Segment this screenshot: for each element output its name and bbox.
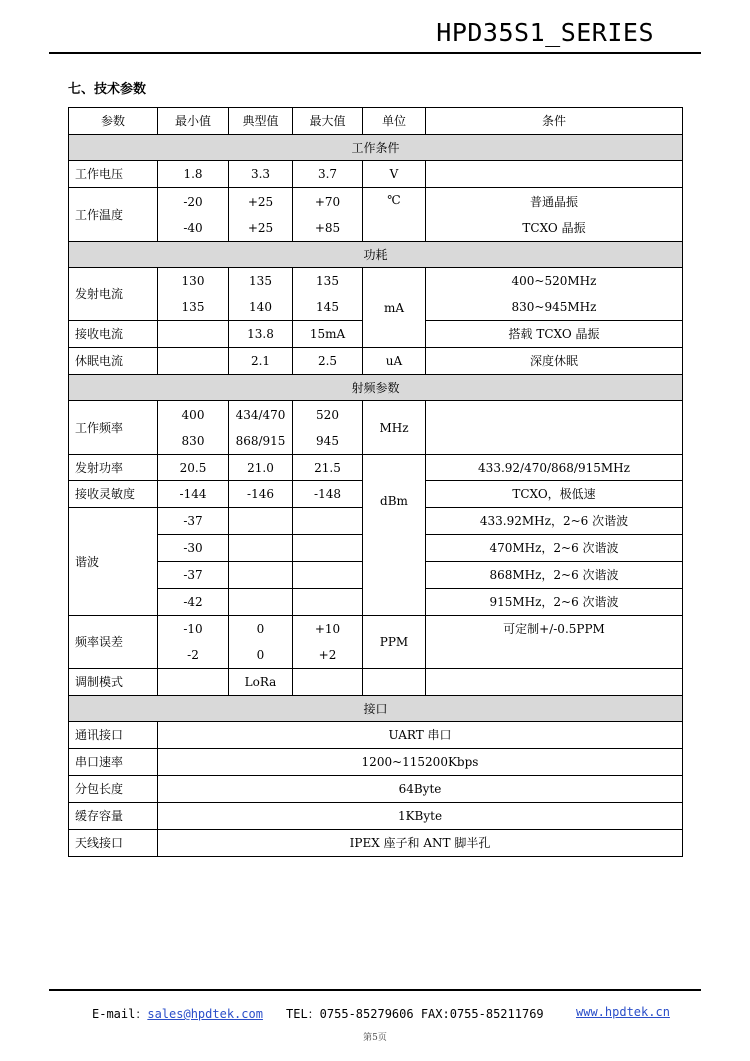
website-link[interactable]: www.hpdtek.cn	[576, 1005, 670, 1019]
cell-value: UART 串口	[158, 722, 683, 749]
cell-typ: 0 0	[229, 616, 293, 669]
cell-min: -20 -40	[158, 188, 229, 242]
table-row	[69, 348, 683, 375]
cell-max: 15mA	[293, 321, 363, 348]
cell-typ: 13.8	[229, 321, 293, 348]
header-divider	[49, 52, 701, 54]
col-header-max: 最大值	[293, 108, 363, 135]
cell-value: 1KByte	[158, 803, 683, 830]
cell-typ: +25 +25	[229, 188, 293, 242]
table-row	[69, 401, 683, 455]
cell-max: 2.5	[293, 348, 363, 375]
cell-typ	[229, 508, 293, 535]
table-row	[69, 776, 683, 803]
cell-cond	[426, 669, 683, 696]
cell-cond: 普通晶振 TCXO 晶振	[426, 188, 683, 242]
row-label: 发射电流	[69, 268, 158, 321]
cell-max: 520 945	[293, 401, 363, 455]
col-header-min: 最小值	[158, 108, 229, 135]
cell-min	[158, 669, 229, 696]
table-row	[69, 722, 683, 749]
table-row	[69, 749, 683, 776]
table-header-row	[69, 108, 683, 135]
cell-typ: LoRa	[229, 669, 293, 696]
row-label: 休眠电流	[69, 348, 158, 375]
cell-max	[293, 669, 363, 696]
cell-min: 20.5	[158, 455, 229, 481]
section-row-rf: 射频参数	[69, 375, 683, 401]
cell-min	[158, 348, 229, 375]
cell-min: 1.8	[158, 161, 229, 188]
cell-max: +70 +85	[293, 188, 363, 242]
cell-min: -42	[158, 589, 229, 616]
cell-value: IPEX 座子和 ANT 脚半孔	[158, 830, 683, 857]
table-row	[69, 455, 683, 481]
cell-typ	[229, 562, 293, 589]
cell-max: -148	[293, 481, 363, 508]
col-header-unit: 单位	[363, 108, 426, 135]
cell-max: 21.5	[293, 455, 363, 481]
cell-min: -144	[158, 481, 229, 508]
cell-max	[293, 589, 363, 616]
cell-unit: ℃	[363, 188, 426, 242]
cell-min: -37	[158, 562, 229, 589]
table-row	[69, 803, 683, 830]
footer-website	[576, 1005, 670, 1019]
cell-max	[293, 535, 363, 562]
col-header-cond: 条件	[426, 108, 683, 135]
document-title: HPD35S1_SERIES	[436, 18, 654, 47]
row-label: 谐波	[69, 508, 158, 616]
spec-table	[68, 107, 683, 857]
table-row	[69, 188, 683, 242]
cell-typ: -146	[229, 481, 293, 508]
cell-cond: 433.92MHz，2~6 次谐波	[426, 508, 683, 535]
cell-min: -10 -2	[158, 616, 229, 669]
col-header-typ: 典型值	[229, 108, 293, 135]
cell-cond: 915MHz，2~6 次谐波	[426, 589, 683, 616]
cell-typ: 21.0	[229, 455, 293, 481]
table-row	[69, 268, 683, 321]
cell-cond: TCXO，极低速	[426, 481, 683, 508]
cell-min: 400 830	[158, 401, 229, 455]
row-label: 通讯接口	[69, 722, 158, 749]
cell-typ: 2.1	[229, 348, 293, 375]
cell-value: 1200~115200Kbps	[158, 749, 683, 776]
cell-unit: uA	[363, 348, 426, 375]
page-number: 第5页	[363, 1033, 387, 1043]
cell-typ: 434/470 868/915	[229, 401, 293, 455]
cell-max: 3.7	[293, 161, 363, 188]
section-row-work: 工作条件	[69, 135, 683, 161]
cell-cond: 搭载 TCXO 晶振	[426, 321, 683, 348]
cell-max	[293, 508, 363, 535]
footer-divider	[49, 989, 701, 991]
cell-typ: 135 140	[229, 268, 293, 321]
cell-min: -30	[158, 535, 229, 562]
cell-cond	[426, 401, 683, 455]
table-row	[69, 830, 683, 857]
cell-cond: 深度休眠	[426, 348, 683, 375]
cell-value: 64Byte	[158, 776, 683, 803]
cell-cond: 433.92/470/868/915MHz	[426, 455, 683, 481]
cell-max	[293, 562, 363, 589]
row-label: 工作频率	[69, 401, 158, 455]
row-label: 缓存容量	[69, 803, 158, 830]
cell-unit: V	[363, 161, 426, 188]
cell-cond: 400~520MHz 830~945MHz	[426, 268, 683, 321]
cell-cond: 470MHz，2~6 次谐波	[426, 535, 683, 562]
cell-unit: dBm	[363, 455, 426, 616]
row-label: 调制模式	[69, 669, 158, 696]
cell-unit	[363, 669, 426, 696]
cell-min: 130 135	[158, 268, 229, 321]
cell-max: +10 +2	[293, 616, 363, 669]
footer-phone: TEL：0755-85279606 FAX:0755-85211769	[286, 1007, 544, 1021]
footer-email	[92, 1005, 263, 1022]
cell-unit: MHz	[363, 401, 426, 455]
cell-min: -37	[158, 508, 229, 535]
cell-min	[158, 321, 229, 348]
row-label: 接收灵敏度	[69, 481, 158, 508]
email-link[interactable]: sales@hpdtek.com	[147, 1007, 263, 1021]
table-row	[69, 669, 683, 696]
row-label: 发射功率	[69, 455, 158, 481]
row-label: 工作温度	[69, 188, 158, 242]
cell-cond	[426, 161, 683, 188]
row-label: 接收电流	[69, 321, 158, 348]
row-label: 分包长度	[69, 776, 158, 803]
email-label: E-mail：	[92, 1007, 148, 1021]
cell-cond: 868MHz，2~6 次谐波	[426, 562, 683, 589]
section-row-interface: 接口	[69, 696, 683, 722]
row-label: 串口速率	[69, 749, 158, 776]
cell-typ	[229, 589, 293, 616]
col-header-param: 参数	[69, 108, 158, 135]
cell-typ	[229, 535, 293, 562]
section-row-power: 功耗	[69, 242, 683, 268]
cell-unit: mA	[363, 268, 426, 348]
cell-cond: 可定制+/-0.5PPM	[426, 616, 683, 669]
table-row	[69, 616, 683, 669]
cell-typ: 3.3	[229, 161, 293, 188]
row-label: 频率误差	[69, 616, 158, 669]
row-label: 工作电压	[69, 161, 158, 188]
section-heading: 七、技术参数	[68, 82, 147, 97]
cell-max: 135 145	[293, 268, 363, 321]
table-row	[69, 161, 683, 188]
row-label: 天线接口	[69, 830, 158, 857]
cell-unit: PPM	[363, 616, 426, 669]
